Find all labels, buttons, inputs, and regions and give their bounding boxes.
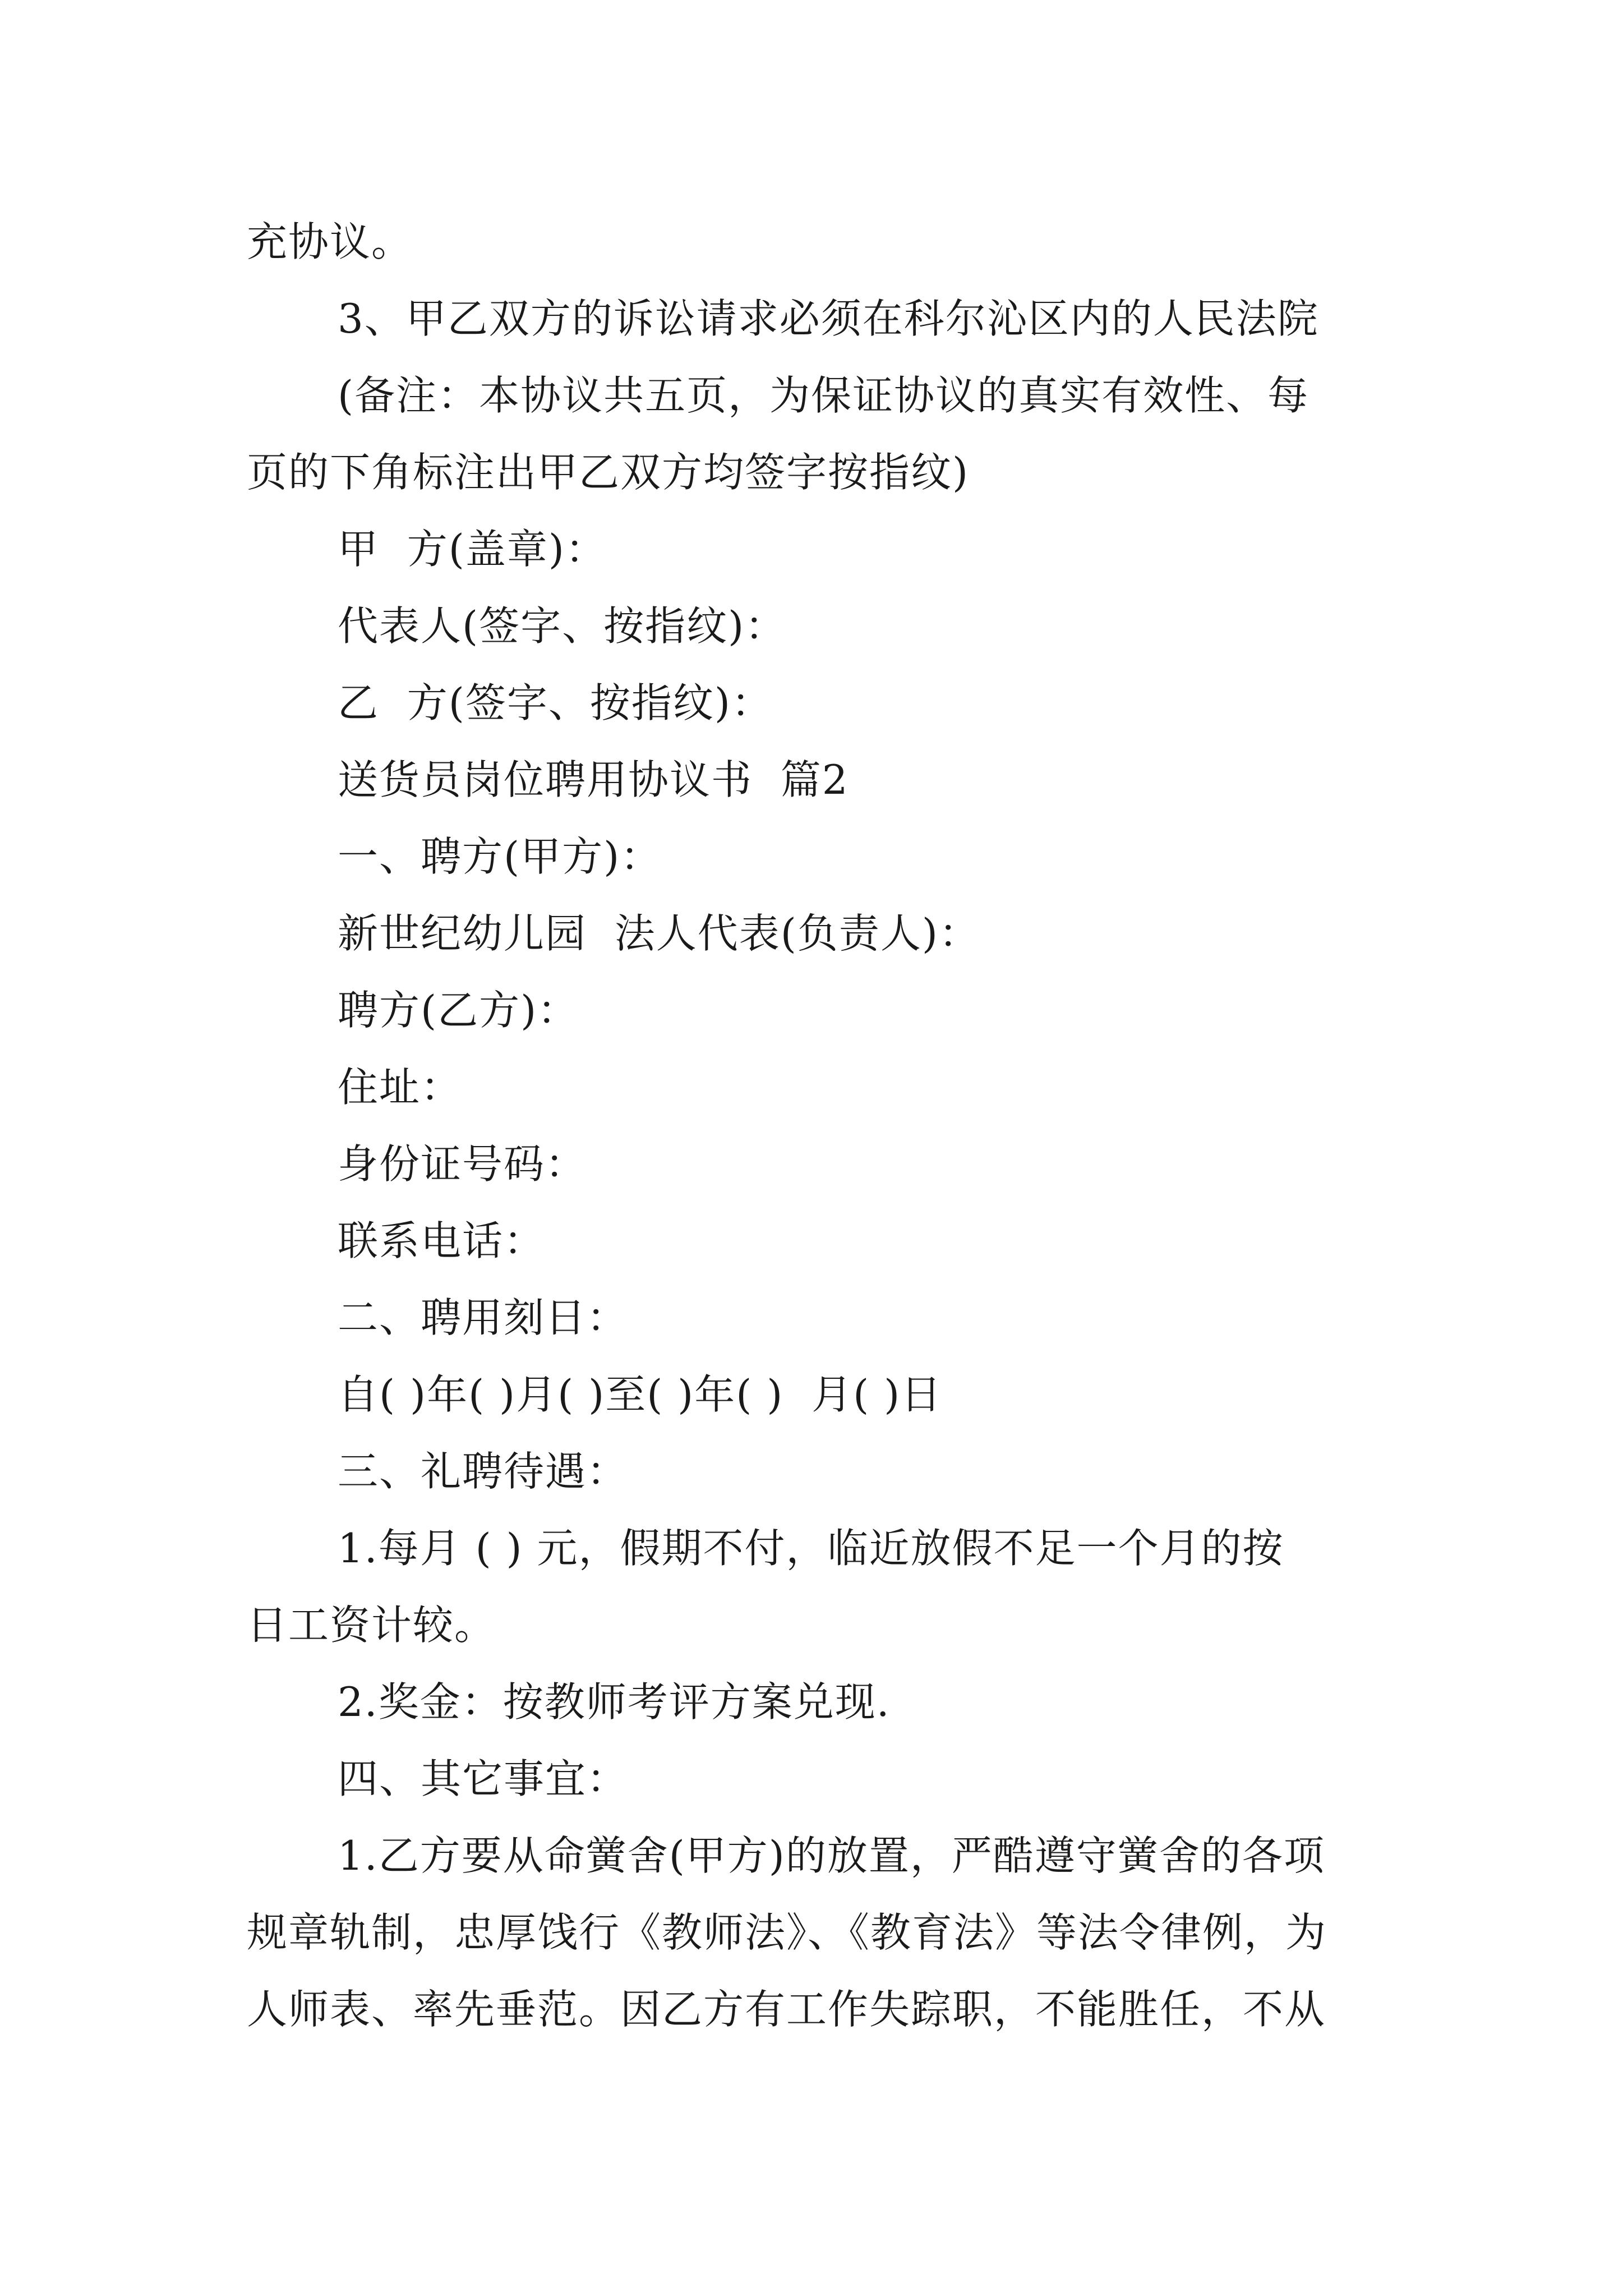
text-line: 甲 方(盖章)： (338, 526, 607, 573)
text-line: 充协议。 (247, 218, 413, 265)
text-line: 规章轨制，忠厚饯行《教师法》、《教育法》等法令律例，为 (247, 1909, 1327, 1956)
text-line: 2.奖金：按教师考评方案兑现. (338, 1678, 891, 1726)
text-line: 1.每月 ( ) 元，假期不付，临近放假不足一个月的按 (338, 1525, 1284, 1572)
text-line: 1.乙方要从命黉舍(甲方)的放置，严酷遵守黉舍的各项 (338, 1832, 1325, 1879)
text-line: 代表人(签字、按指纹)： (338, 602, 787, 650)
text-line: 自( )年( )月( )至( )年( ) 月( )日 (338, 1371, 943, 1418)
text-line: 二、聘用刻日： (338, 1294, 629, 1341)
text-line: 住址： (338, 1064, 463, 1111)
text-line: 三、礼聘待遇： (338, 1448, 629, 1495)
text-line: (备注：本协议共五页，为保证协议的真实有效性、每 (338, 372, 1310, 419)
text-line: 四、其它事宜： (338, 1755, 629, 1802)
text-line: 日工资计较。 (247, 1602, 496, 1649)
text-line: 页的下角标注出甲乙双方均签字按指纹) (247, 449, 970, 496)
text-line: 身份证号码： (338, 1140, 587, 1188)
text-line: 一、聘方(甲方)： (338, 833, 662, 880)
text-line: 新世纪幼儿园 法人代表(负责人)： (338, 910, 980, 957)
section-heading: 送货员岗位聘用协议书 篇2 (338, 756, 849, 803)
text-line: 乙 方(签字、按指纹)： (338, 679, 773, 726)
text-line: 3、甲乙双方的诉讼请求必须在科尔沁区内的人民法院 (338, 295, 1319, 342)
text-line: 联系电话： (338, 1217, 546, 1264)
text-line: 聘方(乙方)： (338, 987, 579, 1034)
text-line: 人师表、率先垂范。因乙方有工作失踪职，不能胜任，不从 (247, 1986, 1326, 2033)
